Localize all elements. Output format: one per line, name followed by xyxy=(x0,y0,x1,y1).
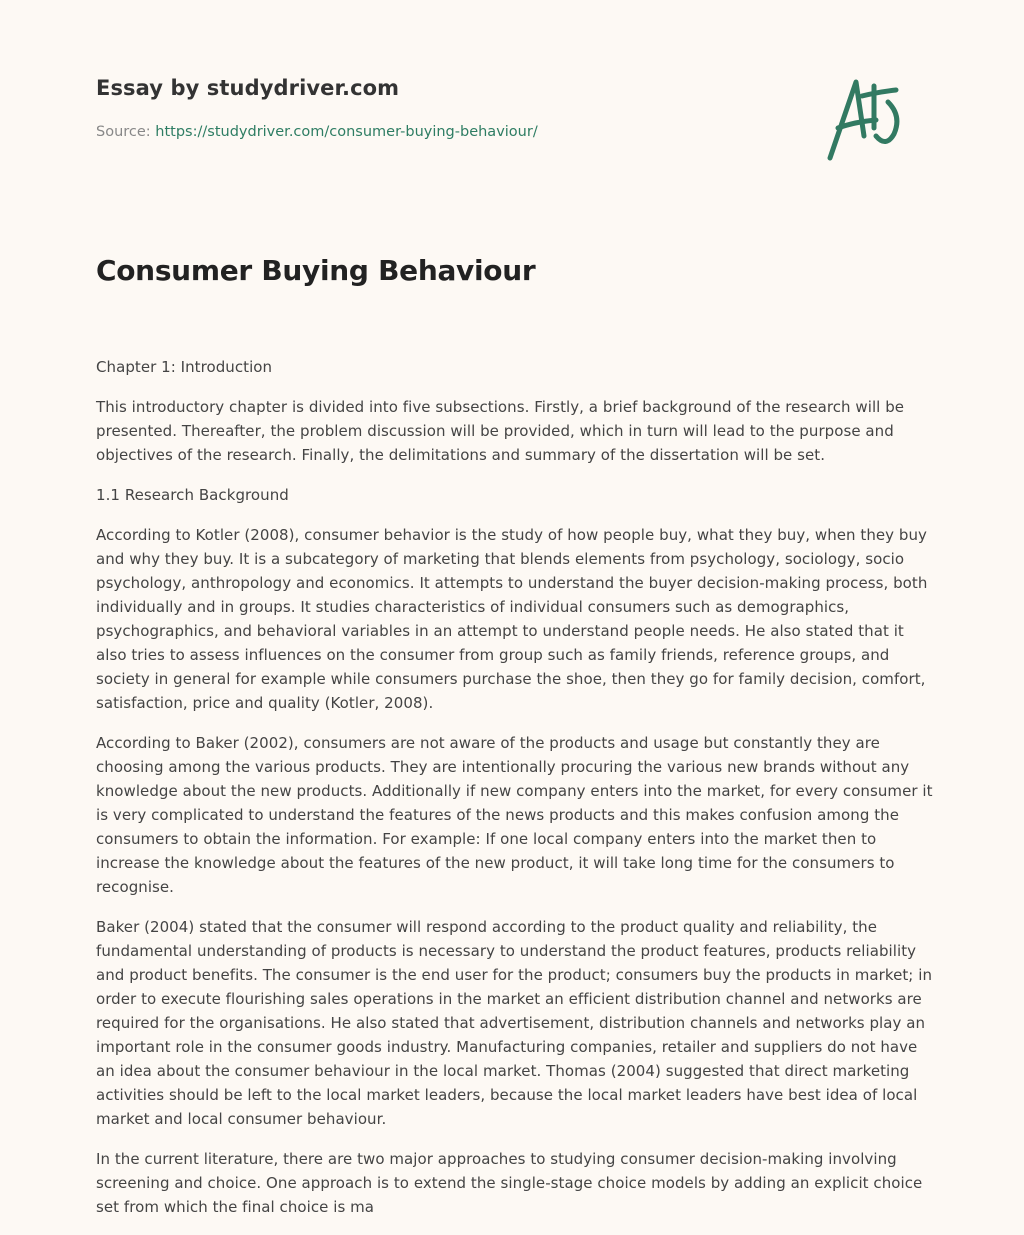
source-line xyxy=(96,124,538,140)
page-title: Consumer Buying Behaviour xyxy=(96,254,536,287)
brand-title: Essay by studydriver.com xyxy=(96,76,400,100)
paragraph: This introductory chapter is divided into five subsections. Firstly, a brief background of the research will be presented. Thereafter, the problem discussion will be provided, which in turn will lead to the purpose and objectives of the research. Finally, the delimitations and summary of the dissertation will be set. xyxy=(96,398,905,464)
paragraph: According to Baker (2002), consumers are not aware of the products and usage but constantly they are choosing among the various products. They are intentionally procuring the various new brands without any knowledge about the new products. Additionally if new company enters into the market, for every consumer it is very complicated to understand the features of the news products and this makes confusion among the consumers to obtain the information. For example: If one local company enters into the market then to increase the knowledge about the features of the new product, it will take long time for the consumers to recognise. xyxy=(96,734,933,896)
source-label: Source: xyxy=(96,124,151,140)
site-header xyxy=(96,76,399,100)
essay-body xyxy=(96,355,936,1235)
paragraph: In the current literature, there are two major approaches to studying consumer decision-making involving screening and choice. One approach is to extend the single-stage choice models by adding an explicit choice set from which the final choice is ma xyxy=(96,1150,923,1216)
paragraph: Baker (2004) stated that the consumer will respond according to the product quality and reliability, the fundamental understanding of products is necessary to understand the product features, products reliability and product benefits. The consumer is the end user for the product; consumers buy the products in market; in order to execute flourishing sales operations in the market an efficient distribution channel and networks are required for the organisations. He also stated that advertisement, distribution channels and networks play an important role in the consumer goods industry. Manufacturing companies, retailer and suppliers do not have an idea about the consumer behaviour in the local market. Thomas (2004) suggested that direct marketing activities should be left to the local market leaders, because the local market leaders have best idea of local market and local consumer behaviour. xyxy=(96,918,932,1128)
section-heading: 1.1 Research Background xyxy=(96,486,289,504)
source-link[interactable]: https://studydriver.com/consumer-buying-behaviour/ xyxy=(155,124,538,140)
chapter-heading: Chapter 1: Introduction xyxy=(96,358,273,376)
paragraph: According to Kotler (2008), consumer behavior is the study of how people buy, what they buy, when they buy and why they buy. It is a subcategory of marketing that blends elements from psychology, sociology, socio psychology, anthropology and economics. It attempts to understand the buyer decision-making process, both individually and in groups. It studies characteristics of individual consumers such as demographics, psychographics, and behavioral variables in an attempt to understand people needs. He also stated that it also tries to assess influences on the consumer from group such as family friends, reference groups, and society in general for example while consumers purchase the shoe, then they go for family decision, comfort, satisfaction, price and quality (Kotler, 2008). xyxy=(96,526,928,712)
a-plus-logo-icon xyxy=(820,66,930,166)
